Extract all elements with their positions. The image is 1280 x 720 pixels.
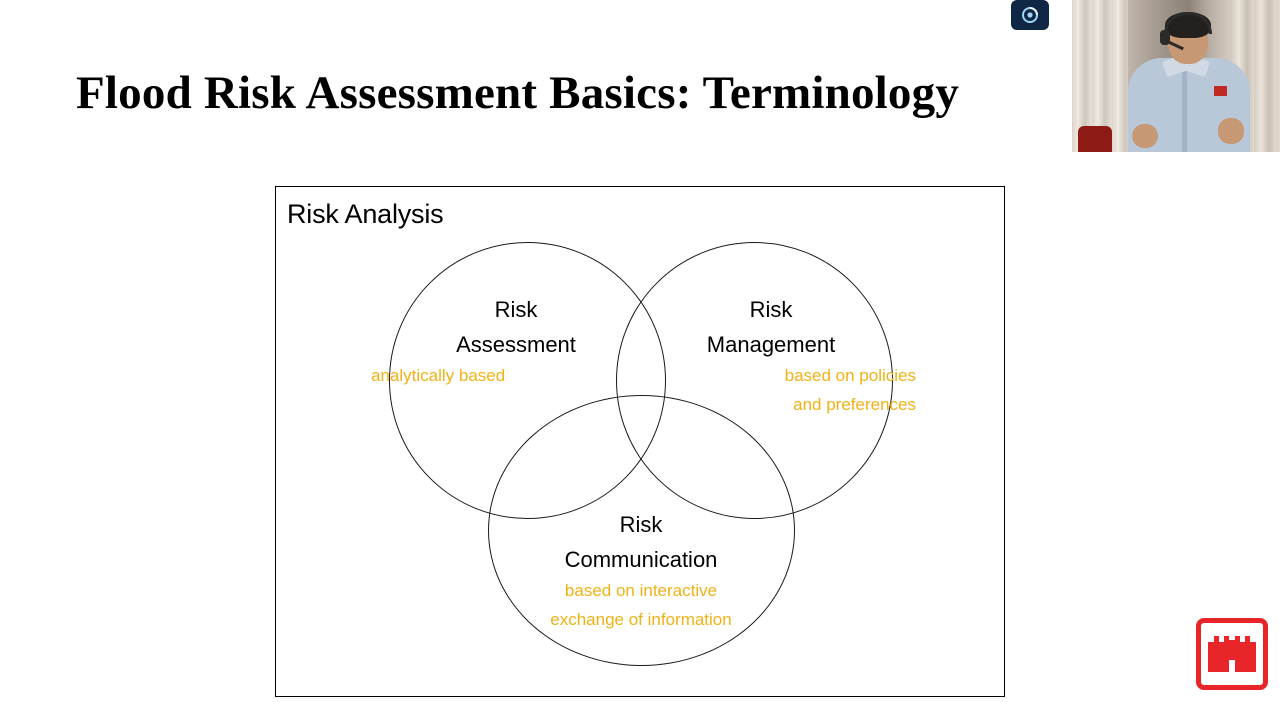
presenter-shirt-logo [1214,86,1227,96]
risk-analysis-diagram [275,186,1005,697]
presenter-hand-right [1218,118,1244,144]
presenter-shirt-placket [1182,62,1187,152]
presenter-hand-left [1132,124,1158,148]
node-title-line2: Management [706,332,836,358]
node-title-line1: Risk [749,297,793,322]
node-risk-management [626,292,916,420]
page-title: Flood Risk Assessment Basics: Terminology [76,67,960,119]
node-subtitle-line1: based on policies [784,366,916,386]
node-subtitle-line2: and preferences [793,395,916,415]
node-title-line1: Risk [494,297,538,322]
usace-castle-logo [1196,618,1268,690]
node-subtitle-line2: exchange of information [550,610,732,630]
app-logo-icon[interactable] [1011,0,1049,30]
node-subtitle-line1: analytically based [371,366,506,386]
node-risk-communication [491,507,791,635]
webcam-red-object [1078,126,1112,152]
diagram-frame-label: Risk Analysis [287,199,444,229]
node-title-line2: Assessment [456,332,576,358]
node-title-line2: Communication [564,547,718,573]
presenter-webcam-feed[interactable] [1072,0,1280,152]
node-subtitle-line1: based on interactive [564,581,718,601]
node-title-line1: Risk [619,512,663,537]
node-risk-assessment [371,292,661,391]
